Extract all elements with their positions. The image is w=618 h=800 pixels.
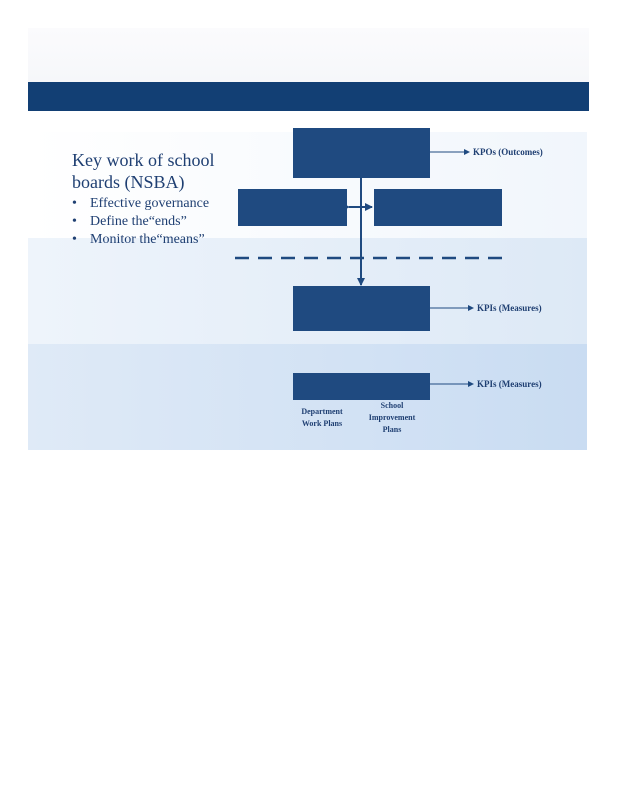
bullet-dot: • (72, 232, 77, 247)
kpo-label: KPOs (Outcomes) (473, 147, 543, 157)
kpi-label-plans: KPIs (Measures) (477, 379, 542, 389)
key-work-heading: Key work of school boards (NSBA) (72, 150, 215, 192)
department-work-plans-label: Department Work Plans (301, 407, 343, 428)
slide (28, 28, 589, 450)
bullet-dot: • (72, 214, 77, 229)
kpi-label-measures: KPIs (Measures) (477, 303, 542, 313)
bullet-text: Effective governance (90, 196, 210, 211)
bullet-dot: • (72, 196, 77, 211)
bullet-text: Define the“ends” (90, 214, 187, 229)
bullet-text: Monitor the“means” (90, 232, 205, 247)
school-improvement-plans-label: School Improvement Plans (368, 401, 416, 434)
